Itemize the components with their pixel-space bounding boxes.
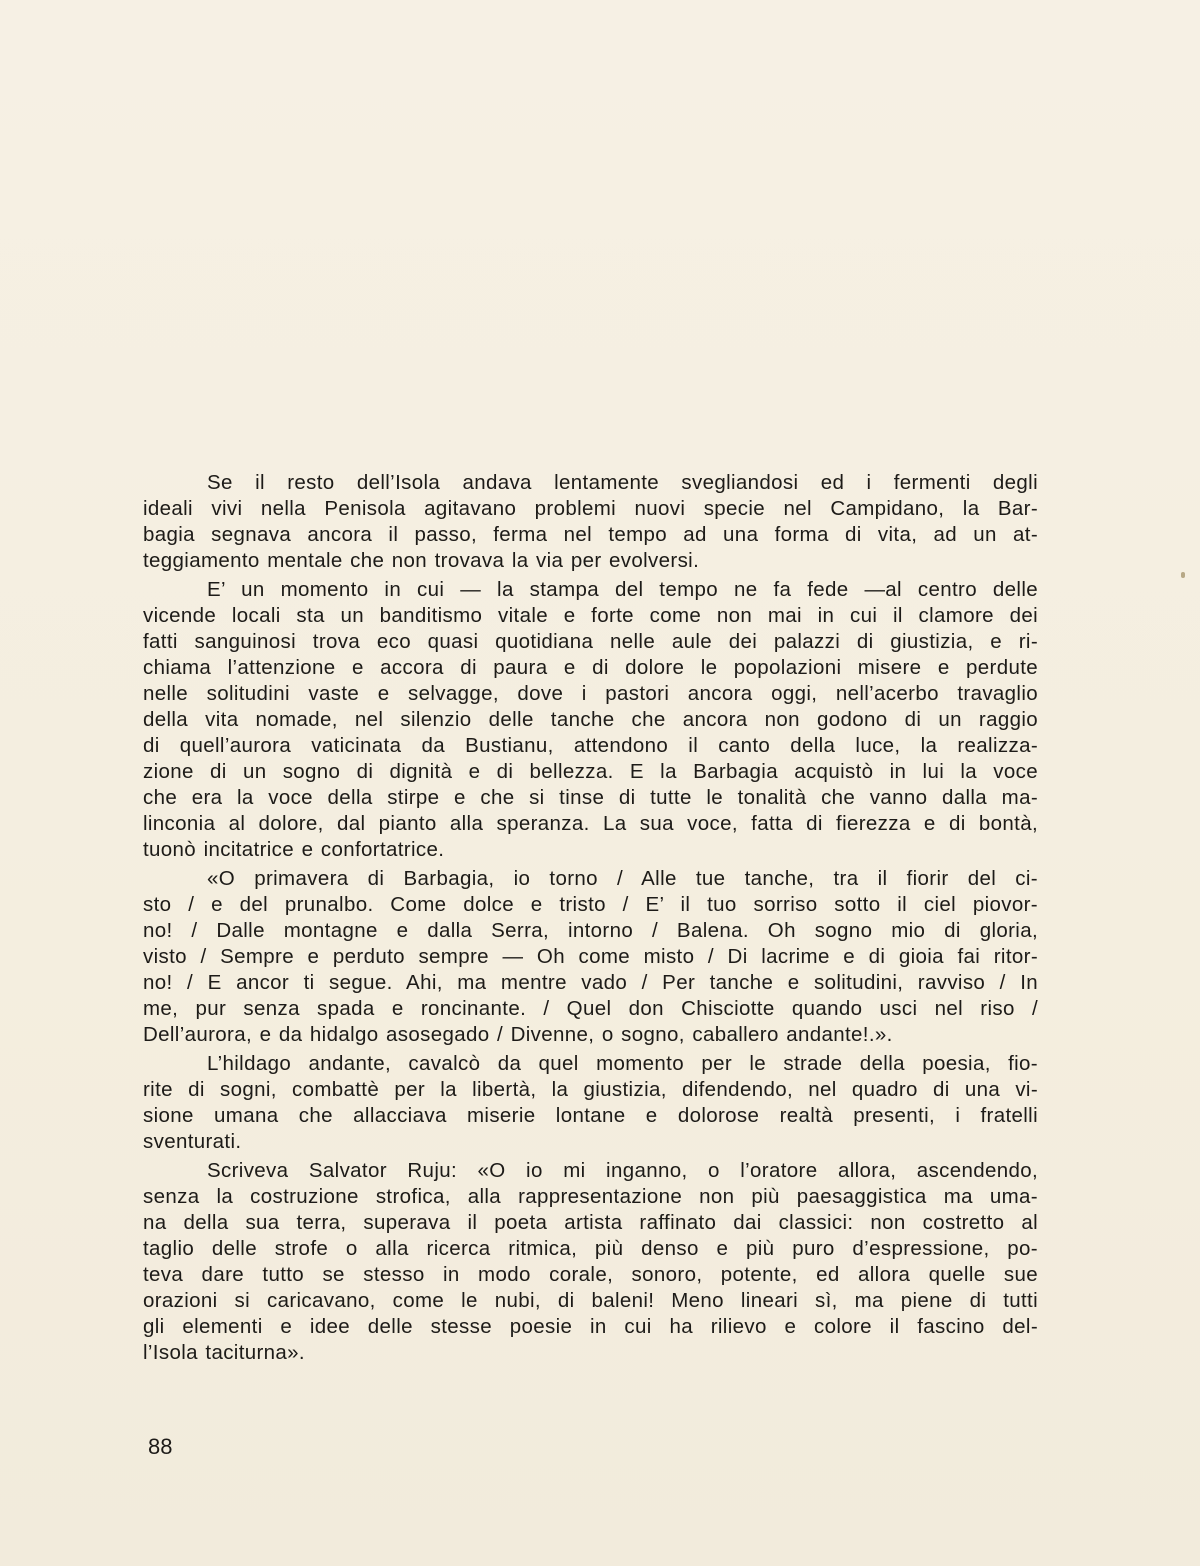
text-line: tuonò incitatrice e confortatrice. — [143, 838, 445, 861]
page-number: 88 — [148, 1434, 173, 1459]
text-line: ideali vivi nella Penisola agitavano problemi nuovi specie nel Campidano, la Bar- — [143, 497, 1038, 520]
paragraph — [143, 577, 1038, 863]
text-line: teva dare tutto se stesso in modo corale, sonoro, potente, ed allora quelle sue — [143, 1263, 1038, 1286]
text-line: teggiamento mentale che non trovava la via per evolversi. — [143, 549, 700, 572]
text-line: vicende locali sta un banditismo vitale e forte come non mai in cui il clamore dei — [143, 604, 1038, 627]
text-line: senza la costruzione strofica, alla rappresentazione non più paesaggistica ma uma- — [143, 1185, 1038, 1208]
text-line: nelle solitudini vaste e selvagge, dove i pastori ancora oggi, nell’acerbo travaglio — [143, 682, 1038, 705]
text-line: linconia al dolore, dal pianto alla speranza. La sua voce, fatta di fierezza e di bontà, — [143, 812, 1038, 835]
paragraph — [143, 1051, 1038, 1155]
text-line: zione di un sogno di dignità e di bellezza. E la Barbagia acquistò in lui la voce — [143, 760, 1038, 783]
edge-speck — [1181, 572, 1185, 578]
text-line: fatti sanguinosi trova eco quasi quotidiana nelle aule dei palazzi di giustizia, e ri- — [143, 630, 1038, 653]
text-line: Se il resto dell’Isola andava lentamente svegliandosi ed i fermenti degli — [207, 471, 1038, 494]
text-line: «O primavera di Barbagia, io torno / Alle tue tanche, tra il fiorir del ci- — [207, 867, 1038, 890]
text-line: chiama l’attenzione e accora di paura e di dolore le popolazioni misere e perdute — [143, 656, 1038, 679]
text-line: che era la voce della stirpe e che si tinse di tutte le tonalità che vanno dalla ma- — [143, 786, 1038, 809]
text-line: della vita nomade, nel silenzio delle tanche che ancora non godono di un raggio — [143, 708, 1038, 731]
text-line: sione umana che allacciava miserie lontane e dolorose realtà presenti, i fratelli — [143, 1104, 1038, 1127]
text-line: no! / Dalle montagne e dalla Serra, intorno / Balena. Oh sogno mio di gloria, — [143, 919, 1038, 942]
text-line: bagia segnava ancora il passo, ferma nel tempo ad una forma di vita, ad un at- — [143, 523, 1038, 546]
text-line: sto / e del prunalbo. Come dolce e tristo / E’ il tuo sorriso sotto il ciel piovor- — [143, 893, 1038, 916]
text-line: Dell’aurora, e da hidalgo asosegado / Divenne, o sogno, caballero andante!.». — [143, 1023, 893, 1046]
text-line: rite di sogni, combattè per la libertà, la giustizia, difendendo, nel quadro di una vi- — [143, 1078, 1038, 1101]
text-line: no! / E ancor ti segue. Ahi, ma mentre vado / Per tanche e solitudini, ravviso / In — [143, 971, 1038, 994]
text-line: L’hildago andante, cavalcò da quel momento per le strade della poesia, fio- — [207, 1052, 1038, 1075]
text-line: orazioni si caricavano, come le nubi, di baleni! Meno lineari sì, ma piene di tutti — [143, 1289, 1038, 1312]
text-line: E’ un momento in cui — la stampa del tempo ne fa fede —al centro delle — [207, 578, 1038, 601]
body-text — [143, 470, 1038, 1369]
text-line: na della sua terra, superava il poeta artista raffinato dai classici: non costretto al — [143, 1211, 1038, 1234]
text-line: taglio delle strofe o alla ricerca ritmica, più denso e più puro d’espressione, po- — [143, 1237, 1038, 1260]
text-line: sventurati. — [143, 1130, 242, 1153]
text-line: Scriveva Salvator Ruju: «O io mi inganno, o l’oratore allora, ascendendo, — [207, 1159, 1038, 1182]
paragraph — [143, 470, 1038, 574]
text-line: l’Isola taciturna». — [143, 1341, 305, 1364]
text-line: gli elementi e idee delle stesse poesie in cui ha rilievo e colore il fascino del- — [143, 1315, 1038, 1338]
text-line: visto / Sempre e perduto sempre — Oh come misto / Di lacrime e di gioia fai ritor- — [143, 945, 1038, 968]
paragraph — [143, 1158, 1038, 1366]
text-line: me, pur senza spada e roncinante. / Quel don Chisciotte quando usci nel riso / — [143, 997, 1038, 1020]
paragraph — [143, 866, 1038, 1048]
text-line: di quell’aurora vaticinata da Bustianu, attendono il canto della luce, la realizza- — [143, 734, 1038, 757]
